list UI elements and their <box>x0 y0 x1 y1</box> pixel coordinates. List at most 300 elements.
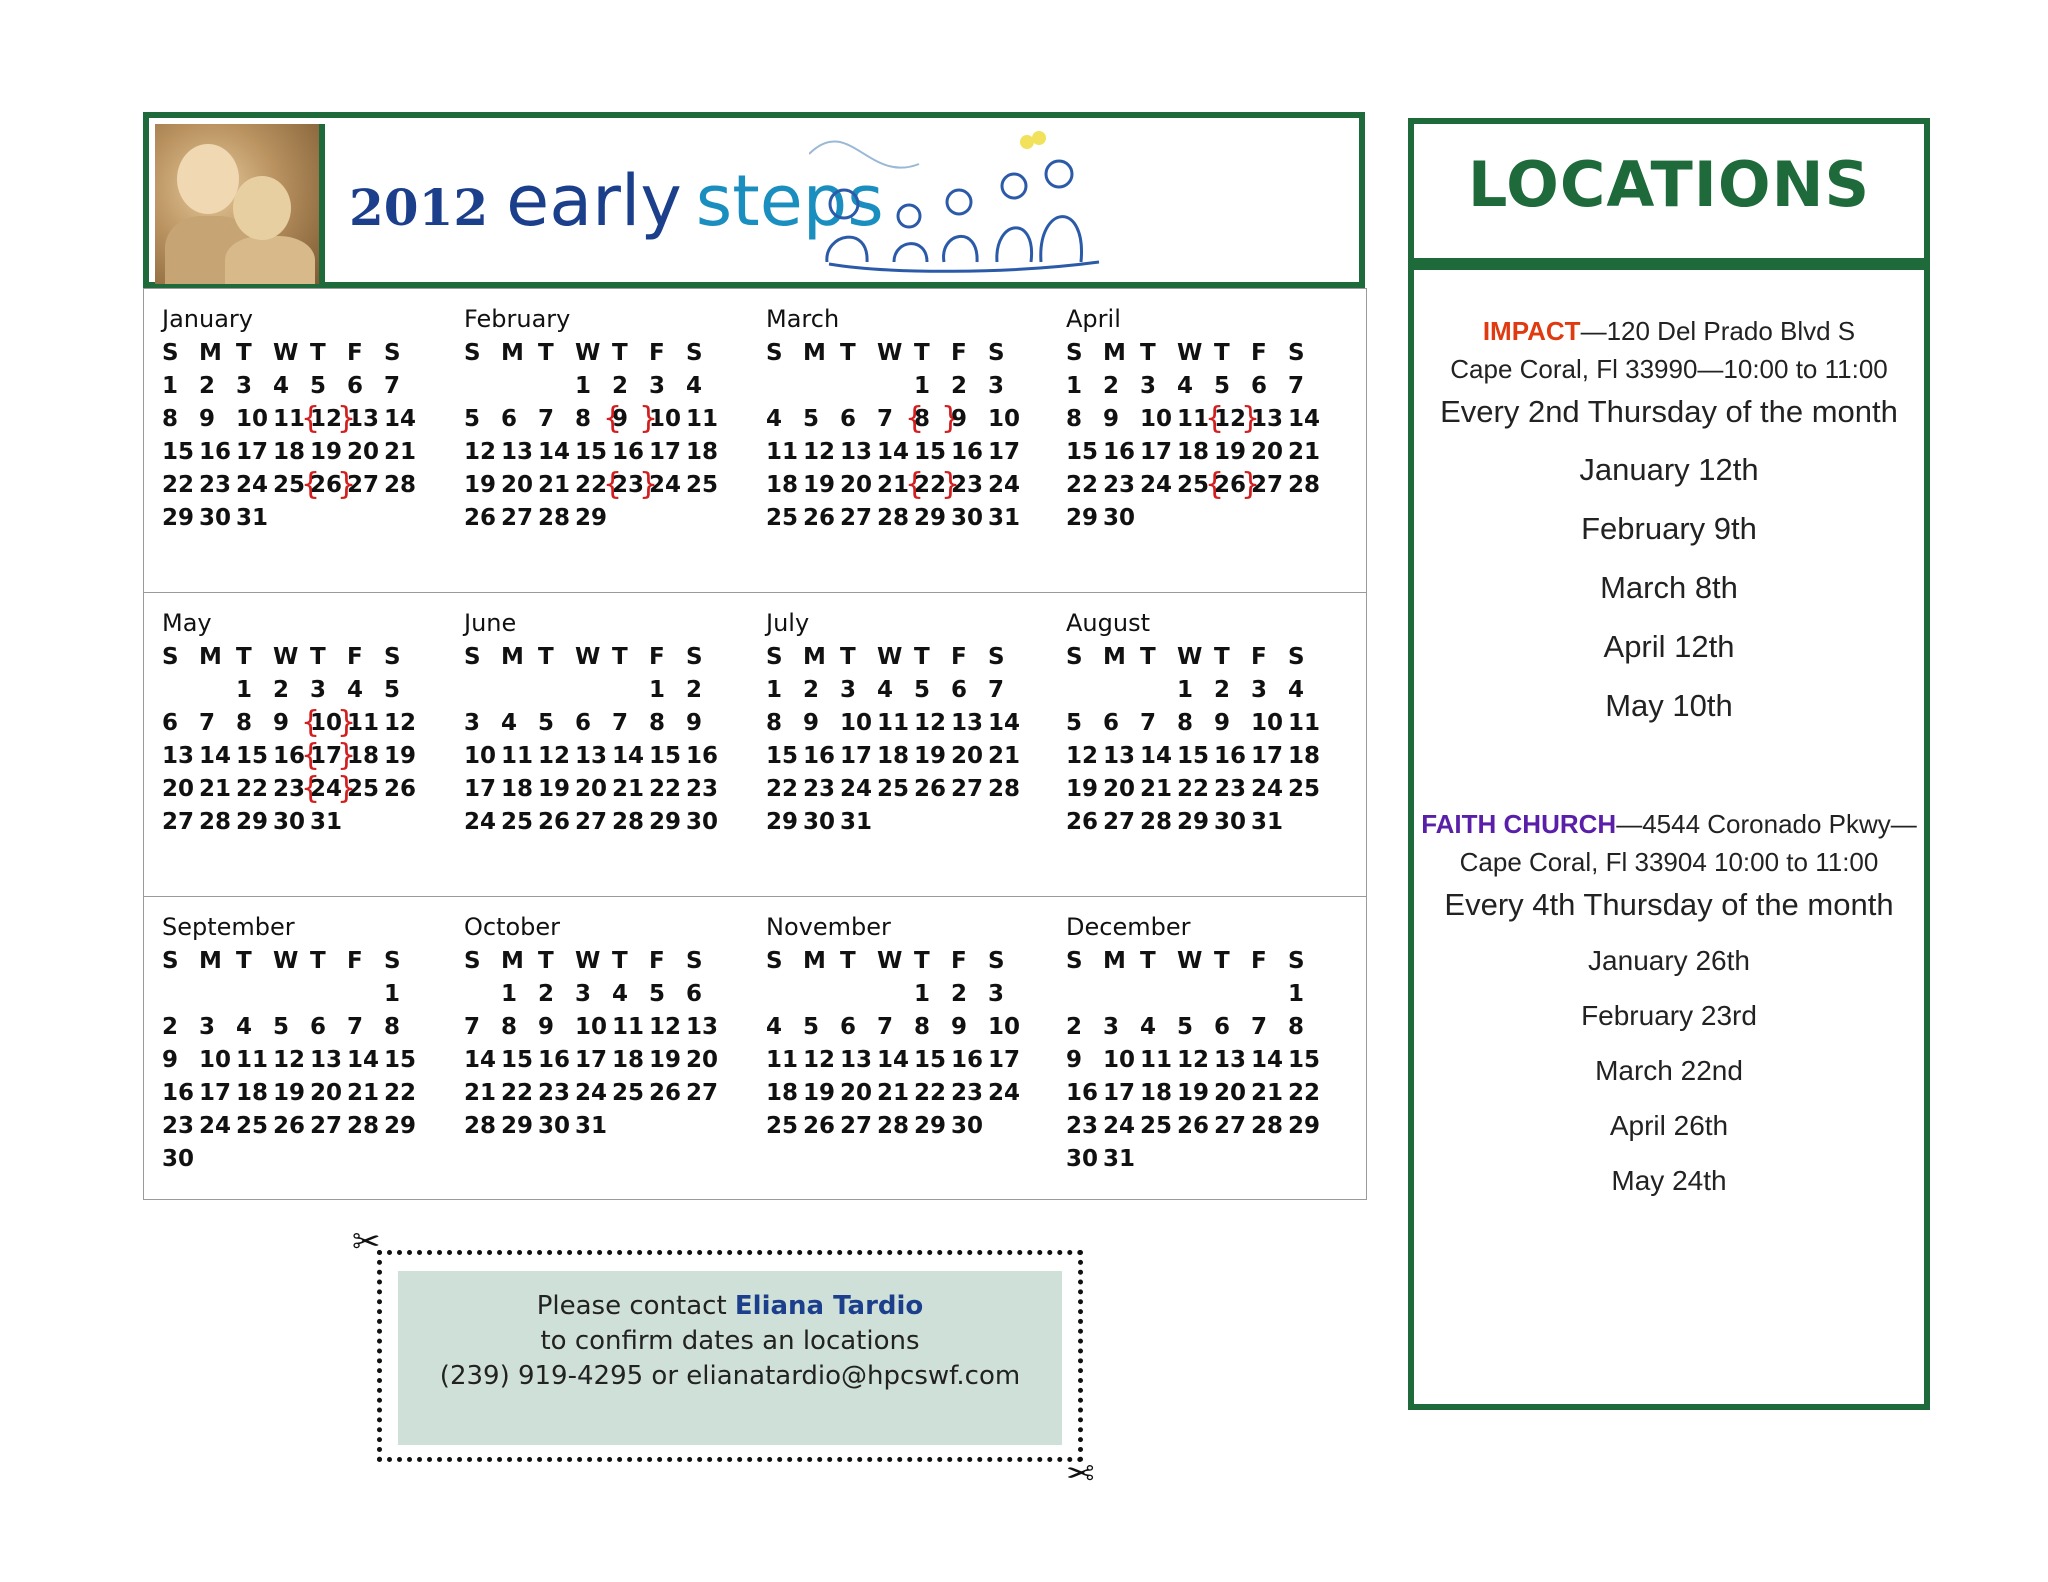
brand-word-steps: steps <box>695 160 884 242</box>
day-30: 30 <box>1066 1146 1099 1172</box>
day-26: 26 <box>803 505 836 531</box>
day-16: 16 <box>162 1080 195 1106</box>
day-9: 9 <box>951 1014 968 1040</box>
day-10: 10 <box>1103 1047 1136 1073</box>
empty-day <box>347 806 384 839</box>
weekday-label: T <box>612 948 628 974</box>
day-9: 9 <box>199 406 216 432</box>
empty-day <box>988 1110 1025 1143</box>
day-29: 29 <box>384 1113 417 1139</box>
day-31: 31 <box>1103 1146 1136 1172</box>
day-5: 5 <box>803 1014 820 1040</box>
weekday-label: T <box>538 948 554 974</box>
day-17: 17 <box>840 743 873 769</box>
impact-dates <box>1414 440 1924 735</box>
day-12: 12 <box>803 1047 836 1073</box>
day-16: 16 <box>538 1047 571 1073</box>
day-2: 2 <box>273 677 290 703</box>
empty-day <box>384 1143 421 1176</box>
empty-day <box>1251 978 1288 1011</box>
day-15: 15 <box>384 1047 417 1073</box>
day-14: 14 <box>199 743 232 769</box>
day-19: 19 <box>803 1080 836 1106</box>
weekday-label: F <box>649 644 665 670</box>
week-row <box>1066 740 1356 773</box>
day-23: 23 <box>686 776 719 802</box>
weekday-label: T <box>310 644 326 670</box>
day-16: 16 <box>1103 439 1136 465</box>
weekday-label: F <box>1251 340 1267 366</box>
day-5: 5 <box>649 981 666 1007</box>
day-20: 20 <box>575 776 608 802</box>
day-10: { 10 } <box>310 707 347 740</box>
children-photo <box>155 124 325 284</box>
empty-day <box>877 806 914 839</box>
day-1: 1 <box>575 373 592 399</box>
day-14: 14 <box>384 406 417 432</box>
locations-header <box>1408 118 1930 258</box>
day-27: 27 <box>951 776 984 802</box>
day-26: 26 <box>538 809 571 835</box>
impact-address-line-1: IMPACT—120 Del Prado Blvd S <box>1482 316 1856 346</box>
day-2: 2 <box>199 373 216 399</box>
day-23: 23 <box>273 776 306 802</box>
impact-address-line-2: Cape Coral, Fl 33990—10:00 to 11:00 <box>1450 354 1888 384</box>
day-9: 9 <box>686 710 703 736</box>
month-grid <box>766 641 1056 839</box>
day-29: 29 <box>914 1113 947 1139</box>
month-name: December <box>1066 913 1191 941</box>
day-20: 20 <box>951 743 984 769</box>
day-26: { 26 } <box>310 469 347 502</box>
brand-word-early: early <box>506 160 682 242</box>
day-10: 10 <box>236 406 269 432</box>
weekday-label: T <box>236 948 252 974</box>
week-row <box>766 707 1056 740</box>
day-10: 10 <box>988 1014 1021 1040</box>
day-27: 27 <box>162 809 195 835</box>
weekday-label: W <box>273 948 299 974</box>
header-banner <box>143 112 1365 288</box>
day-31: 31 <box>988 505 1021 531</box>
day-28: 28 <box>877 1113 910 1139</box>
weekday-label: T <box>236 340 252 366</box>
weekday-label: S <box>162 948 179 974</box>
month-name: February <box>464 305 571 333</box>
day-18: 18 <box>686 439 719 465</box>
calendar-row-1 <box>144 289 1366 593</box>
day-28: 28 <box>988 776 1021 802</box>
day-4: 4 <box>1140 1014 1157 1040</box>
empty-day <box>1214 1143 1251 1176</box>
day-12: { 12 } <box>310 403 347 436</box>
weekday-label: S <box>384 948 401 974</box>
day-6: 6 <box>347 373 364 399</box>
week-row <box>1066 707 1356 740</box>
day-2: 2 <box>951 981 968 1007</box>
month-april <box>1066 305 1356 535</box>
day-7: 7 <box>384 373 401 399</box>
empty-day <box>310 1143 347 1176</box>
week-row <box>464 773 754 806</box>
week-row <box>162 674 452 707</box>
day-15: 15 <box>649 743 682 769</box>
day-2: 2 <box>803 677 820 703</box>
month-october <box>464 913 754 1143</box>
day-27: 27 <box>1214 1113 1247 1139</box>
empty-day <box>310 502 347 535</box>
weekday-header <box>162 641 452 674</box>
day-20: 20 <box>501 472 534 498</box>
faith-dates <box>1414 933 1924 1208</box>
weekday-label: T <box>840 644 856 670</box>
month-june <box>464 609 754 839</box>
day-15: 15 <box>1288 1047 1321 1073</box>
day-21: 21 <box>877 472 910 498</box>
day-14: 14 <box>1251 1047 1284 1073</box>
day-17: { 17 } <box>310 740 347 773</box>
day-15: 15 <box>236 743 269 769</box>
empty-day <box>347 1143 384 1176</box>
weekday-label: T <box>1214 644 1230 670</box>
weekday-label: W <box>1177 644 1203 670</box>
day-11: 11 <box>273 406 306 432</box>
meeting-date: May 10th <box>1605 688 1733 723</box>
day-11: 11 <box>1140 1047 1173 1073</box>
weekday-label: T <box>1214 340 1230 366</box>
day-6: 6 <box>575 710 592 736</box>
weekday-header <box>464 337 754 370</box>
week-row <box>464 1110 754 1143</box>
day-21: 21 <box>877 1080 910 1106</box>
day-11: 11 <box>347 710 380 736</box>
empty-day <box>612 1110 649 1143</box>
day-27: 27 <box>347 472 380 498</box>
day-8: 8 <box>1177 710 1194 736</box>
day-7: 7 <box>988 677 1005 703</box>
empty-day <box>686 502 723 535</box>
day-16: 16 <box>1214 743 1247 769</box>
day-7: 7 <box>1288 373 1305 399</box>
day-6: 6 <box>1251 373 1268 399</box>
day-20: 20 <box>1214 1080 1247 1106</box>
day-25: 25 <box>501 809 534 835</box>
day-26: 26 <box>273 1113 306 1139</box>
meeting-date: January 26th <box>1588 945 1750 976</box>
empty-day <box>1066 674 1103 707</box>
day-31: 31 <box>575 1113 608 1139</box>
day-8: 8 <box>162 406 179 432</box>
week-row <box>162 469 452 502</box>
weekday-label: W <box>575 340 601 366</box>
day-15: 15 <box>162 439 195 465</box>
day-5: 5 <box>1177 1014 1194 1040</box>
day-21: 21 <box>199 776 232 802</box>
day-18: 18 <box>766 1080 799 1106</box>
day-25: 25 <box>236 1113 269 1139</box>
weekday-label: M <box>1103 644 1126 670</box>
day-22: 22 <box>384 1080 417 1106</box>
weekday-label: S <box>1288 340 1305 366</box>
day-29: 29 <box>501 1113 534 1139</box>
meeting-date: February 9th <box>1581 511 1757 546</box>
day-16: 16 <box>612 439 645 465</box>
day-18: 18 <box>877 743 910 769</box>
day-4: 4 <box>686 373 703 399</box>
day-31: 31 <box>310 809 343 835</box>
faith-name: FAITH CHURCH <box>1421 809 1617 839</box>
weekday-label: S <box>464 340 481 366</box>
day-5: 5 <box>310 373 327 399</box>
impact-name: IMPACT <box>1482 316 1581 346</box>
weekday-label: T <box>840 948 856 974</box>
day-7: 7 <box>877 1014 894 1040</box>
contact-line-3: (239) 919-4295 or elianatardio@hpcswf.com <box>439 1361 1021 1391</box>
day-24: { 24 } <box>310 773 347 806</box>
day-8: 8 <box>766 710 783 736</box>
day-10: 10 <box>1251 710 1284 736</box>
day-12: { 12 } <box>1214 403 1251 436</box>
day-7: 7 <box>877 406 894 432</box>
weekday-label: W <box>1177 340 1203 366</box>
day-5: 5 <box>914 677 931 703</box>
day-15: 15 <box>766 743 799 769</box>
day-17: 17 <box>236 439 269 465</box>
month-name: July <box>766 609 810 637</box>
empty-day <box>273 1143 310 1176</box>
day-22: 22 <box>1066 472 1099 498</box>
day-27: 27 <box>1103 809 1136 835</box>
day-20: 20 <box>1251 439 1284 465</box>
week-row <box>162 978 452 1011</box>
day-13: 13 <box>1251 406 1284 432</box>
day-1: 1 <box>649 677 666 703</box>
empty-day <box>1103 674 1140 707</box>
empty-day <box>1288 502 1325 535</box>
day-5: 5 <box>803 406 820 432</box>
weekday-label: T <box>538 340 554 366</box>
week-row <box>1066 436 1356 469</box>
day-1: 1 <box>1066 373 1083 399</box>
contact-name: Eliana Tardio <box>734 1291 924 1321</box>
day-12: 12 <box>803 439 836 465</box>
day-21: 21 <box>1140 776 1173 802</box>
day-28: 28 <box>538 505 571 531</box>
month-november <box>766 913 1056 1143</box>
day-17: 17 <box>575 1047 608 1073</box>
day-13: 13 <box>162 743 195 769</box>
day-13: 13 <box>347 406 380 432</box>
weekday-label: T <box>538 644 554 670</box>
empty-day <box>347 502 384 535</box>
week-row <box>464 502 754 535</box>
day-4: 4 <box>1288 677 1305 703</box>
day-19: 19 <box>538 776 571 802</box>
weekday-label: S <box>1066 948 1083 974</box>
day-30: 30 <box>1214 809 1247 835</box>
day-11: 11 <box>236 1047 269 1073</box>
day-16: 16 <box>803 743 836 769</box>
empty-day <box>162 978 199 1011</box>
day-12: 12 <box>649 1014 682 1040</box>
day-28: 28 <box>1288 472 1321 498</box>
day-28: 28 <box>1251 1113 1284 1139</box>
day-7: 7 <box>612 710 629 736</box>
day-27: 27 <box>686 1080 719 1106</box>
day-14: 14 <box>1288 406 1321 432</box>
locations-title: LOCATIONS <box>1467 148 1871 221</box>
day-19: 19 <box>1214 439 1247 465</box>
day-1: 1 <box>1177 677 1194 703</box>
day-1: 1 <box>501 981 518 1007</box>
day-3: 3 <box>1251 677 1268 703</box>
day-9: 9 <box>538 1014 555 1040</box>
day-8: { 8 } <box>914 403 951 436</box>
week-row <box>1066 806 1356 839</box>
day-27: 27 <box>310 1113 343 1139</box>
weekday-label: W <box>1177 948 1203 974</box>
month-december <box>1066 913 1356 1176</box>
empty-day <box>1251 1143 1288 1176</box>
day-13: 13 <box>951 710 984 736</box>
day-24: 24 <box>1140 472 1173 498</box>
day-6: 6 <box>1214 1014 1231 1040</box>
weekday-header <box>162 945 452 978</box>
weekday-header <box>766 337 1056 370</box>
empty-day <box>1140 1143 1177 1176</box>
empty-day <box>612 674 649 707</box>
day-6: 6 <box>686 981 703 1007</box>
empty-day <box>1288 1143 1325 1176</box>
week-row <box>162 403 452 436</box>
day-27: 27 <box>575 809 608 835</box>
month-name: May <box>162 609 212 637</box>
weekday-label: S <box>162 340 179 366</box>
week-row <box>162 740 452 773</box>
day-29: 29 <box>914 505 947 531</box>
week-row <box>162 773 452 806</box>
day-16: 16 <box>951 1047 984 1073</box>
meeting-date: February 23rd <box>1581 1000 1757 1031</box>
day-23: 23 <box>538 1080 571 1106</box>
day-28: 28 <box>464 1113 497 1139</box>
day-25: 25 <box>612 1080 645 1106</box>
weekday-label: S <box>162 644 179 670</box>
day-24: 24 <box>988 472 1021 498</box>
day-7: 7 <box>199 710 216 736</box>
week-row <box>162 436 452 469</box>
day-4: 4 <box>766 406 783 432</box>
day-5: 5 <box>538 710 555 736</box>
day-2: 2 <box>686 677 703 703</box>
empty-day <box>501 674 538 707</box>
family-illustration-icon <box>809 124 1109 284</box>
day-29: 29 <box>162 505 195 531</box>
week-row <box>162 1143 452 1176</box>
week-row <box>1066 403 1356 436</box>
month-name: September <box>162 913 295 941</box>
weekday-label: S <box>1288 948 1305 974</box>
day-11: 11 <box>612 1014 645 1040</box>
day-13: 13 <box>840 439 873 465</box>
day-6: 6 <box>1103 710 1120 736</box>
weekday-label: M <box>501 340 524 366</box>
week-row <box>766 1011 1056 1044</box>
weekday-label: T <box>1140 644 1156 670</box>
day-12: 12 <box>384 710 417 736</box>
day-7: 7 <box>538 406 555 432</box>
day-19: 19 <box>1066 776 1099 802</box>
week-row <box>162 1110 452 1143</box>
day-15: 15 <box>501 1047 534 1073</box>
day-22: 22 <box>914 1080 947 1106</box>
month-name: April <box>1066 305 1121 333</box>
week-row <box>464 469 754 502</box>
weekday-label: S <box>766 340 783 366</box>
month-grid <box>1066 945 1356 1176</box>
weekday-label: F <box>951 644 967 670</box>
weekday-label: W <box>273 340 299 366</box>
day-9: 9 <box>1214 710 1231 736</box>
day-13: 13 <box>840 1047 873 1073</box>
day-20: 20 <box>162 776 195 802</box>
day-19: 19 <box>803 472 836 498</box>
day-7: 7 <box>347 1014 364 1040</box>
meeting-date: May 24th <box>1611 1165 1727 1196</box>
day-6: 6 <box>310 1014 327 1040</box>
day-23: 23 <box>951 472 984 498</box>
day-28: 28 <box>384 472 417 498</box>
day-10: 10 <box>575 1014 608 1040</box>
day-23: 23 <box>199 472 232 498</box>
day-4: 4 <box>612 981 629 1007</box>
day-25: 25 <box>347 776 380 802</box>
day-5: 5 <box>1214 373 1231 399</box>
calendar-grid <box>143 288 1367 1200</box>
week-row <box>162 806 452 839</box>
weekday-label: S <box>988 948 1005 974</box>
weekday-header <box>464 945 754 978</box>
day-21: 21 <box>612 776 645 802</box>
weekday-label: T <box>612 340 628 366</box>
empty-day <box>1177 978 1214 1011</box>
meeting-date: January 12th <box>1579 452 1759 487</box>
day-1: 1 <box>236 677 253 703</box>
day-24: 24 <box>1103 1113 1136 1139</box>
empty-day <box>464 674 501 707</box>
weekday-label: W <box>877 340 903 366</box>
week-row <box>1066 1044 1356 1077</box>
empty-day <box>273 502 310 535</box>
week-row <box>464 436 754 469</box>
weekday-label: F <box>1251 948 1267 974</box>
day-8: 8 <box>236 710 253 736</box>
day-22: 22 <box>575 472 608 498</box>
empty-day <box>575 674 612 707</box>
month-name: November <box>766 913 891 941</box>
weekday-label: M <box>199 948 222 974</box>
meeting-date: April 26th <box>1609 1110 1729 1141</box>
weekday-label: T <box>236 644 252 670</box>
day-8: 8 <box>575 406 592 432</box>
day-15: 15 <box>575 439 608 465</box>
month-grid <box>464 641 754 839</box>
week-row <box>1066 469 1356 502</box>
day-17: 17 <box>1251 743 1284 769</box>
empty-day <box>347 978 384 1011</box>
empty-day <box>464 370 501 403</box>
day-26: 26 <box>914 776 947 802</box>
